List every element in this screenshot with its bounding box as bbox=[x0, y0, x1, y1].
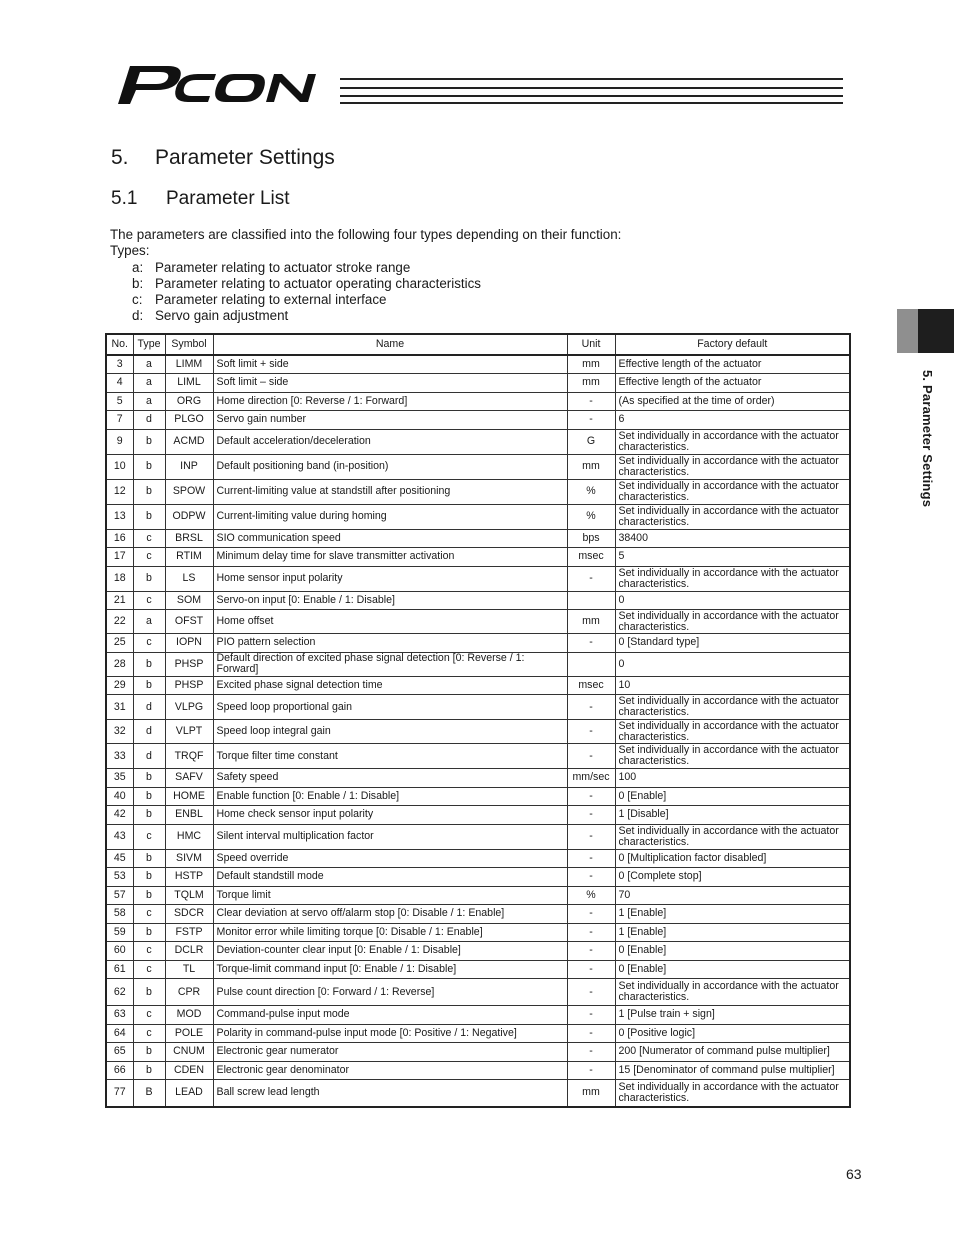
cell-default: 100 bbox=[615, 769, 850, 788]
cell-name: Clear deviation at servo off/alarm stop [0: Disable / 1: Enable] bbox=[213, 905, 567, 924]
cell-symbol: CPR bbox=[165, 979, 213, 1006]
cell-type: b bbox=[133, 886, 165, 905]
chapter-side-label: 5. Parameter Settings bbox=[920, 370, 935, 508]
cell-unit: - bbox=[567, 566, 615, 591]
table-row bbox=[106, 744, 850, 769]
cell-unit: msec bbox=[567, 548, 615, 567]
cell-type: b bbox=[133, 787, 165, 806]
table-row bbox=[106, 1043, 850, 1062]
cell-symbol: PHSP bbox=[165, 676, 213, 695]
cell-no: 40 bbox=[106, 787, 133, 806]
cell-symbol: ORG bbox=[165, 392, 213, 411]
cell-default: Set individually in accordance with the actuator characteristics. bbox=[615, 744, 850, 769]
cell-unit: - bbox=[567, 1043, 615, 1062]
cell-default: Set individually in accordance with the actuator characteristics. bbox=[615, 720, 850, 744]
cell-symbol: CDEN bbox=[165, 1061, 213, 1080]
table-row bbox=[106, 1024, 850, 1043]
cell-symbol: ENBL bbox=[165, 806, 213, 825]
cell-no: 64 bbox=[106, 1024, 133, 1043]
table-row bbox=[106, 504, 850, 529]
cell-unit: - bbox=[567, 411, 615, 430]
cell-unit: - bbox=[567, 979, 615, 1006]
cell-no: 42 bbox=[106, 806, 133, 825]
cell-default: Set individually in accordance with the actuator characteristics. bbox=[615, 979, 850, 1006]
cell-default: 1 [Disable] bbox=[615, 806, 850, 825]
cell-unit: - bbox=[567, 960, 615, 979]
cell-type: b bbox=[133, 849, 165, 868]
cell-type: b bbox=[133, 1061, 165, 1080]
cell-type: c bbox=[133, 1006, 165, 1025]
table-row bbox=[106, 720, 850, 744]
cell-symbol: LS bbox=[165, 566, 213, 591]
cell-unit: G bbox=[567, 429, 615, 454]
cell-unit: mm bbox=[567, 1080, 615, 1107]
table-row bbox=[106, 905, 850, 924]
cell-default: Set individually in accordance with the actuator characteristics. bbox=[615, 1080, 850, 1107]
cell-default: 0 [Positive logic] bbox=[615, 1024, 850, 1043]
cell-no: 10 bbox=[106, 454, 133, 479]
cell-unit: msec bbox=[567, 676, 615, 695]
cell-name: Home direction [0: Reverse / 1: Forward] bbox=[213, 392, 567, 411]
cell-unit: - bbox=[567, 695, 615, 720]
cell-name: Pulse count direction [0: Forward / 1: Reverse] bbox=[213, 979, 567, 1006]
cell-no: 61 bbox=[106, 960, 133, 979]
cell-no: 4 bbox=[106, 374, 133, 393]
cell-symbol: ACMD bbox=[165, 429, 213, 454]
cell-name: Electronic gear numerator bbox=[213, 1043, 567, 1062]
cell-name: Home check sensor input polarity bbox=[213, 806, 567, 825]
cell-type: B bbox=[133, 1080, 165, 1107]
cell-type: b bbox=[133, 566, 165, 591]
cell-symbol: LEAD bbox=[165, 1080, 213, 1107]
header-rule bbox=[340, 78, 843, 80]
cell-unit: - bbox=[567, 1061, 615, 1080]
cell-no: 16 bbox=[106, 529, 133, 548]
cell-type: c bbox=[133, 942, 165, 961]
cell-no: 60 bbox=[106, 942, 133, 961]
type-item: c: Parameter relating to external interface bbox=[132, 292, 387, 308]
type-item: d: Servo gain adjustment bbox=[132, 308, 289, 324]
cell-name: Enable function [0: Enable / 1: Disable] bbox=[213, 787, 567, 806]
header-rule bbox=[340, 87, 843, 89]
cell-default: Set individually in accordance with the actuator characteristics. bbox=[615, 429, 850, 454]
table-row bbox=[106, 695, 850, 720]
cell-symbol: LIML bbox=[165, 374, 213, 393]
cell-unit: mm bbox=[567, 355, 615, 374]
cell-type: c bbox=[133, 548, 165, 567]
cell-type: d bbox=[133, 720, 165, 744]
cell-no: 45 bbox=[106, 849, 133, 868]
cell-default: Set individually in accordance with the actuator characteristics. bbox=[615, 695, 850, 720]
table-row bbox=[106, 411, 850, 430]
table-row bbox=[106, 529, 850, 548]
cell-default: 6 bbox=[615, 411, 850, 430]
cell-unit: - bbox=[567, 787, 615, 806]
table-row bbox=[106, 1080, 850, 1107]
cell-name: Soft limit – side bbox=[213, 374, 567, 393]
cell-no: 12 bbox=[106, 479, 133, 504]
cell-unit: - bbox=[567, 1006, 615, 1025]
table-row bbox=[106, 374, 850, 393]
cell-default: 0 [Enable] bbox=[615, 787, 850, 806]
cell-symbol: PHSP bbox=[165, 652, 213, 676]
column-header: Factory default bbox=[615, 334, 850, 355]
cell-default: 5 bbox=[615, 548, 850, 567]
cell-unit: - bbox=[567, 905, 615, 924]
table-row bbox=[106, 960, 850, 979]
cell-symbol: SDCR bbox=[165, 905, 213, 924]
cell-default: Set individually in accordance with the actuator characteristics. bbox=[615, 566, 850, 591]
cell-type: b bbox=[133, 979, 165, 1006]
cell-type: c bbox=[133, 529, 165, 548]
cell-unit: - bbox=[567, 824, 615, 849]
cell-type: b bbox=[133, 806, 165, 825]
header-rule bbox=[340, 102, 843, 104]
cell-name: Speed override bbox=[213, 849, 567, 868]
cell-type: a bbox=[133, 374, 165, 393]
cell-default: 10 bbox=[615, 676, 850, 695]
cell-symbol: SAFV bbox=[165, 769, 213, 788]
cell-type: a bbox=[133, 610, 165, 634]
cell-type: b bbox=[133, 923, 165, 942]
cell-type: d bbox=[133, 411, 165, 430]
cell-type: a bbox=[133, 392, 165, 411]
type-item: a: Parameter relating to actuator stroke range bbox=[132, 259, 411, 275]
column-header: Unit bbox=[567, 334, 615, 355]
cell-default: Set individually in accordance with the actuator characteristics. bbox=[615, 479, 850, 504]
cell-symbol: PLGO bbox=[165, 411, 213, 430]
table-row bbox=[106, 886, 850, 905]
cell-no: 18 bbox=[106, 566, 133, 591]
cell-no: 58 bbox=[106, 905, 133, 924]
cell-name: PIO pattern selection bbox=[213, 634, 567, 653]
cell-no: 33 bbox=[106, 744, 133, 769]
table-header-row bbox=[106, 334, 850, 355]
types-label: Types: bbox=[110, 243, 150, 259]
cell-type: a bbox=[133, 355, 165, 374]
column-header: Symbol bbox=[165, 334, 213, 355]
cell-type: b bbox=[133, 454, 165, 479]
column-header: Type bbox=[133, 334, 165, 355]
table-row bbox=[106, 676, 850, 695]
cell-name: Current-limiting value at standstill after positioning bbox=[213, 479, 567, 504]
cell-unit: % bbox=[567, 479, 615, 504]
cell-name: SIO communication speed bbox=[213, 529, 567, 548]
cell-symbol: LIMM bbox=[165, 355, 213, 374]
cell-no: 62 bbox=[106, 979, 133, 1006]
cell-unit: % bbox=[567, 504, 615, 529]
table-row bbox=[106, 979, 850, 1006]
cell-type: b bbox=[133, 676, 165, 695]
table-body bbox=[106, 355, 850, 1107]
cell-name: Speed loop proportional gain bbox=[213, 695, 567, 720]
subsection-title: 5.1 Parameter List bbox=[111, 188, 290, 209]
cell-type: c bbox=[133, 591, 165, 610]
cell-name: Default direction of excited phase signal detection [0: Reverse / 1: Forward] bbox=[213, 652, 567, 676]
cell-name: Deviation-counter clear input [0: Enable / 1: Disable] bbox=[213, 942, 567, 961]
table-row bbox=[106, 824, 850, 849]
cell-name: Torque limit bbox=[213, 886, 567, 905]
table-row bbox=[106, 548, 850, 567]
cell-unit: mm/sec bbox=[567, 769, 615, 788]
cell-name: Default positioning band (in-position) bbox=[213, 454, 567, 479]
cell-type: b bbox=[133, 652, 165, 676]
cell-symbol: TRQF bbox=[165, 744, 213, 769]
cell-unit: - bbox=[567, 1024, 615, 1043]
cell-unit: - bbox=[567, 806, 615, 825]
cell-name: Torque-limit command input [0: Enable / 1: Disable] bbox=[213, 960, 567, 979]
cell-name: Servo-on input [0: Enable / 1: Disable] bbox=[213, 591, 567, 610]
cell-no: 32 bbox=[106, 720, 133, 744]
table-row bbox=[106, 923, 850, 942]
column-header: Name bbox=[213, 334, 567, 355]
cell-symbol: RTIM bbox=[165, 548, 213, 567]
cell-symbol: IOPN bbox=[165, 634, 213, 653]
cell-type: b bbox=[133, 868, 165, 887]
cell-symbol: HOME bbox=[165, 787, 213, 806]
section-title: 5. Parameter Settings bbox=[111, 146, 335, 169]
cell-no: 9 bbox=[106, 429, 133, 454]
pcon-logo bbox=[116, 62, 346, 108]
cell-no: 7 bbox=[106, 411, 133, 430]
intro-text bbox=[110, 227, 621, 325]
cell-name: Current-limiting value during homing bbox=[213, 504, 567, 529]
table-row bbox=[106, 355, 850, 374]
table-row bbox=[106, 392, 850, 411]
cell-no: 29 bbox=[106, 676, 133, 695]
cell-no: 13 bbox=[106, 504, 133, 529]
cell-default: Effective length of the actuator bbox=[615, 374, 850, 393]
cell-unit bbox=[567, 591, 615, 610]
cell-name: Servo gain number bbox=[213, 411, 567, 430]
cell-symbol: TL bbox=[165, 960, 213, 979]
cell-symbol: MOD bbox=[165, 1006, 213, 1025]
cell-type: c bbox=[133, 1024, 165, 1043]
cell-unit: - bbox=[567, 744, 615, 769]
cell-default: Set individually in accordance with the actuator characteristics. bbox=[615, 504, 850, 529]
cell-symbol: VLPG bbox=[165, 695, 213, 720]
cell-default: 38400 bbox=[615, 529, 850, 548]
table-row bbox=[106, 652, 850, 676]
cell-default: 0 bbox=[615, 591, 850, 610]
cell-type: d bbox=[133, 695, 165, 720]
table-row bbox=[106, 479, 850, 504]
cell-no: 66 bbox=[106, 1061, 133, 1080]
cell-default: Set individually in accordance with the actuator characteristics. bbox=[615, 824, 850, 849]
cell-name: Excited phase signal detection time bbox=[213, 676, 567, 695]
cell-name: Home sensor input polarity bbox=[213, 566, 567, 591]
cell-type: c bbox=[133, 960, 165, 979]
cell-name: Polarity in command-pulse input mode [0: Positive / 1: Negative] bbox=[213, 1024, 567, 1043]
cell-default: 0 [Standard type] bbox=[615, 634, 850, 653]
intro-line: The parameters are classified into the following four types depending on their function: bbox=[110, 227, 622, 242]
cell-no: 31 bbox=[106, 695, 133, 720]
cell-no: 63 bbox=[106, 1006, 133, 1025]
cell-symbol: FSTP bbox=[165, 923, 213, 942]
cell-symbol: HSTP bbox=[165, 868, 213, 887]
cell-symbol: POLE bbox=[165, 1024, 213, 1043]
cell-unit: mm bbox=[567, 454, 615, 479]
cell-default: 0 [Enable] bbox=[615, 960, 850, 979]
cell-symbol: CNUM bbox=[165, 1043, 213, 1062]
table-row bbox=[106, 566, 850, 591]
type-item: b: Parameter relating to actuator operating characteristics bbox=[132, 275, 481, 291]
cell-default: 1 [Enable] bbox=[615, 923, 850, 942]
cell-default: 1 [Enable] bbox=[615, 905, 850, 924]
types-list bbox=[110, 260, 621, 325]
cell-name: Command-pulse input mode bbox=[213, 1006, 567, 1025]
cell-name: Home offset bbox=[213, 610, 567, 634]
cell-no: 17 bbox=[106, 548, 133, 567]
cell-no: 25 bbox=[106, 634, 133, 653]
cell-unit: mm bbox=[567, 610, 615, 634]
cell-type: b bbox=[133, 479, 165, 504]
cell-symbol: SIVM bbox=[165, 849, 213, 868]
cell-name: Default standstill mode bbox=[213, 868, 567, 887]
cell-name: Safety speed bbox=[213, 769, 567, 788]
cell-unit: % bbox=[567, 886, 615, 905]
cell-default: 0 [Complete stop] bbox=[615, 868, 850, 887]
cell-type: c bbox=[133, 905, 165, 924]
cell-name: Silent interval multiplication factor bbox=[213, 824, 567, 849]
cell-no: 53 bbox=[106, 868, 133, 887]
table-row bbox=[106, 454, 850, 479]
cell-default: 15 [Denominator of command pulse multiplier] bbox=[615, 1061, 850, 1080]
table-row bbox=[106, 591, 850, 610]
header-rule bbox=[340, 95, 843, 97]
cell-symbol: INP bbox=[165, 454, 213, 479]
cell-type: b bbox=[133, 769, 165, 788]
cell-name: Torque filter time constant bbox=[213, 744, 567, 769]
cell-default: 0 bbox=[615, 652, 850, 676]
table-row bbox=[106, 787, 850, 806]
parameter-table bbox=[105, 333, 851, 1108]
cell-no: 21 bbox=[106, 591, 133, 610]
cell-name: Soft limit + side bbox=[213, 355, 567, 374]
cell-no: 77 bbox=[106, 1080, 133, 1107]
cell-no: 57 bbox=[106, 886, 133, 905]
table-row bbox=[106, 806, 850, 825]
cell-default: 1 [Pulse train + sign] bbox=[615, 1006, 850, 1025]
cell-name: Monitor error while limiting torque [0: Disable / 1: Enable] bbox=[213, 923, 567, 942]
column-header: No. bbox=[106, 334, 133, 355]
cell-name: Electronic gear denominator bbox=[213, 1061, 567, 1080]
cell-name: Speed loop integral gain bbox=[213, 720, 567, 744]
cell-no: 65 bbox=[106, 1043, 133, 1062]
cell-type: b bbox=[133, 429, 165, 454]
cell-symbol: TQLM bbox=[165, 886, 213, 905]
table-row bbox=[106, 1006, 850, 1025]
table-row bbox=[106, 429, 850, 454]
table-row bbox=[106, 610, 850, 634]
table-row bbox=[106, 769, 850, 788]
cell-unit: - bbox=[567, 720, 615, 744]
cell-unit: - bbox=[567, 634, 615, 653]
cell-type: b bbox=[133, 504, 165, 529]
chapter-tab-marker bbox=[918, 309, 954, 353]
table-row bbox=[106, 634, 850, 653]
cell-no: 5 bbox=[106, 392, 133, 411]
cell-unit: - bbox=[567, 942, 615, 961]
cell-no: 35 bbox=[106, 769, 133, 788]
cell-type: c bbox=[133, 634, 165, 653]
cell-unit: - bbox=[567, 868, 615, 887]
page-number: 63 bbox=[846, 1166, 862, 1182]
cell-unit: mm bbox=[567, 374, 615, 393]
cell-symbol: SPOW bbox=[165, 479, 213, 504]
cell-type: d bbox=[133, 744, 165, 769]
cell-default: 70 bbox=[615, 886, 850, 905]
cell-no: 28 bbox=[106, 652, 133, 676]
cell-name: Minimum delay time for slave transmitter activation bbox=[213, 548, 567, 567]
cell-unit: bps bbox=[567, 529, 615, 548]
cell-unit: - bbox=[567, 392, 615, 411]
cell-symbol: OFST bbox=[165, 610, 213, 634]
cell-symbol: HMC bbox=[165, 824, 213, 849]
cell-symbol: ODPW bbox=[165, 504, 213, 529]
cell-unit: - bbox=[567, 923, 615, 942]
cell-default: 0 [Enable] bbox=[615, 942, 850, 961]
cell-type: b bbox=[133, 1043, 165, 1062]
cell-symbol: VLPT bbox=[165, 720, 213, 744]
cell-name: Default acceleration/deceleration bbox=[213, 429, 567, 454]
cell-default: Effective length of the actuator bbox=[615, 355, 850, 374]
cell-no: 22 bbox=[106, 610, 133, 634]
table-row bbox=[106, 942, 850, 961]
cell-type: c bbox=[133, 824, 165, 849]
table-row bbox=[106, 1061, 850, 1080]
cell-no: 3 bbox=[106, 355, 133, 374]
cell-default: (As specified at the time of order) bbox=[615, 392, 850, 411]
cell-unit: - bbox=[567, 849, 615, 868]
table-row bbox=[106, 849, 850, 868]
cell-default: 0 [Multiplication factor disabled] bbox=[615, 849, 850, 868]
cell-symbol: BRSL bbox=[165, 529, 213, 548]
cell-unit bbox=[567, 652, 615, 676]
cell-default: Set individually in accordance with the actuator characteristics. bbox=[615, 454, 850, 479]
cell-default: 200 [Numerator of command pulse multiplier] bbox=[615, 1043, 850, 1062]
cell-name: Ball screw lead length bbox=[213, 1080, 567, 1107]
cell-symbol: SOM bbox=[165, 591, 213, 610]
cell-default: Set individually in accordance with the actuator characteristics. bbox=[615, 610, 850, 634]
cell-symbol: DCLR bbox=[165, 942, 213, 961]
table-row bbox=[106, 868, 850, 887]
chapter-tab-marker bbox=[897, 309, 918, 353]
cell-no: 43 bbox=[106, 824, 133, 849]
cell-no: 59 bbox=[106, 923, 133, 942]
